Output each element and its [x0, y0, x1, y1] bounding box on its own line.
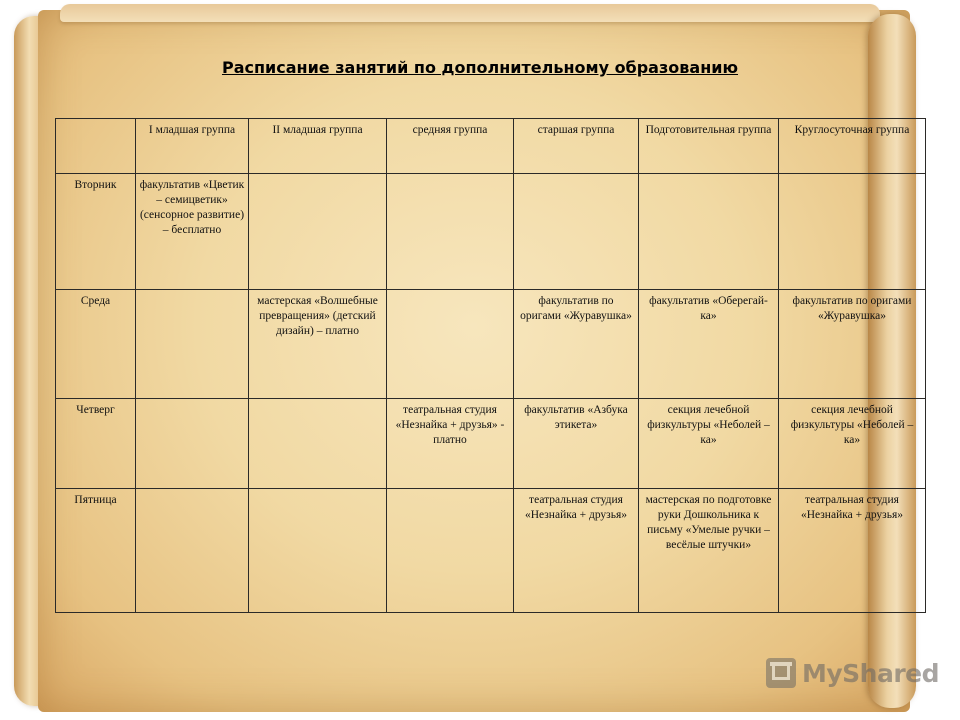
table-cell: [779, 174, 926, 290]
table-row: [56, 489, 926, 613]
header-cell-empty: [56, 119, 136, 174]
table-cell: [249, 174, 387, 290]
table-cell: [639, 174, 779, 290]
table-cell: мастерская по подготовке руки Дошкольника к письму «Умелые ручки – весёлые штучки»: [639, 489, 779, 613]
schedule-table: [55, 118, 926, 613]
header-cell: II младшая группа: [249, 119, 387, 174]
header-row: [56, 119, 926, 174]
day-cell: Среда: [56, 290, 136, 399]
table-row: [56, 399, 926, 489]
table-cell: [136, 399, 249, 489]
table-cell: [387, 174, 514, 290]
table-cell: [387, 290, 514, 399]
myshared-watermark: [766, 656, 939, 690]
table-cell: [249, 489, 387, 613]
header-cell: старшая группа: [514, 119, 639, 174]
table-cell: секция лечебной физкультуры «Неболей – ка»: [779, 399, 926, 489]
header-cell: Круглосуточная группа: [779, 119, 926, 174]
table-cell: театральная студия «Незнайка + друзья»: [514, 489, 639, 613]
table-row: [56, 290, 926, 399]
myshared-logo-icon: [766, 658, 796, 688]
day-cell: Четверг: [56, 399, 136, 489]
table-cell: [387, 489, 514, 613]
table-cell: факультатив по оригами «Журавушка»: [514, 290, 639, 399]
table-cell: [136, 489, 249, 613]
table-row: [56, 174, 926, 290]
table-cell: [249, 399, 387, 489]
table-cell: [136, 290, 249, 399]
table-cell: театральная студия «Незнайка + друзья»: [779, 489, 926, 613]
header-cell: I младшая группа: [136, 119, 249, 174]
table-cell: факультатив «Азбука этикета»: [514, 399, 639, 489]
watermark-text: MyShared: [802, 658, 940, 688]
header-cell: Подготовительная группа: [639, 119, 779, 174]
document-title: Расписание занятий по дополнительному образованию: [221, 58, 739, 77]
table-cell: факультатив по оригами «Журавушка»: [779, 290, 926, 399]
table-cell: факультатив «Цветик – семицветик» (сенсорное развитие) – бесплатно: [136, 174, 249, 290]
scroll-top-curl: [60, 4, 880, 22]
header-cell: средняя группа: [387, 119, 514, 174]
table-cell: факультатив «Оберегай-ка»: [639, 290, 779, 399]
table-cell: театральная студия «Незнайка + друзья» - платно: [387, 399, 514, 489]
day-cell: Вторник: [56, 174, 136, 290]
day-cell: Пятница: [56, 489, 136, 613]
table-cell: секция лечебной физкультуры «Неболей – ка»: [639, 399, 779, 489]
table-cell: мастерская «Волшебные превращения» (детский дизайн) – платно: [249, 290, 387, 399]
table-cell: [514, 174, 639, 290]
